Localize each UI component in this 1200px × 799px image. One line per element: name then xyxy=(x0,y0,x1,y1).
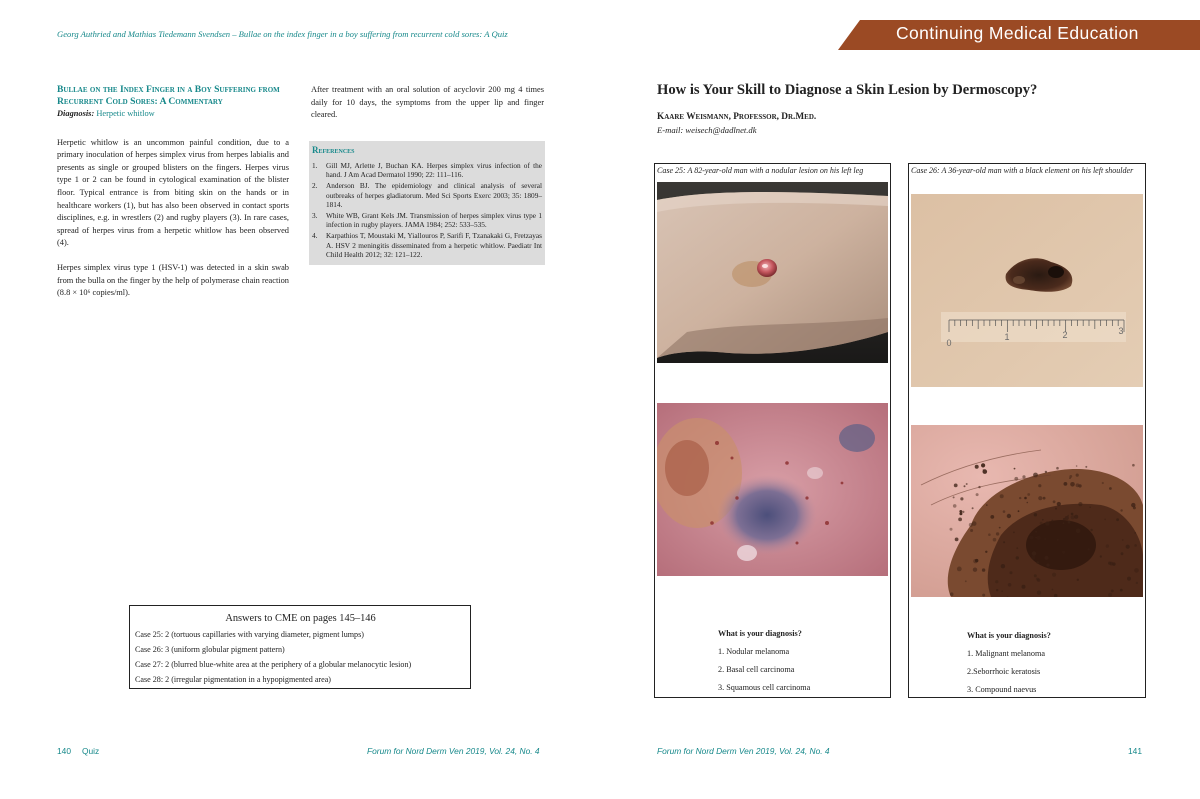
pigment-globule xyxy=(953,504,957,508)
pigment-globule xyxy=(1088,548,1090,550)
pigment-globule xyxy=(1000,494,1004,498)
body-paragraph-2: Herpes simplex virus type 1 (HSV-1) was detected in a skin swab from the bulla on the finger by the help of polymerase chain reaction (8.8 × 10⁶ copies/ml). xyxy=(57,262,289,298)
pigment-globule xyxy=(957,567,962,572)
pigment-globule xyxy=(1067,515,1069,517)
pigment-globule xyxy=(1027,493,1030,496)
body-paragraph-1: Herpetic whitlow is an uncommon painful condition, due to a primary inoculation of herpes simplex virus from herpes labialis and presents as single or grouped blisters on the fingers. Herpes virus type 1 or 2 can be found in cytological examination of the blister floor. Typical entrance is from biting skin on the hands or in healthcare workers (1), but has also been observed in contact sports disciplines, e.g. in wrestlers (2) and rugby players (3). In rare cases, spread of herpes virus from a herpetic whitlow has been observed (4). xyxy=(57,137,289,248)
pigment-globule xyxy=(1053,500,1056,503)
pigment-globule xyxy=(1120,509,1122,511)
pigment-globule xyxy=(1010,571,1013,574)
pigment-globule xyxy=(958,518,962,522)
pigment-globule xyxy=(1126,545,1130,549)
reference-text: Anderson BJ. The epidemiology and clinical analysis of several outbreaks of herpes gladiatorum. Med Sci Sports Exerc 2003; 35: 1809–1814. xyxy=(326,181,542,209)
diagnosis-label: Diagnosis: xyxy=(57,109,95,118)
reference-text: Gill MJ, Arlette J, Buchan KA. Herpes simplex virus infection of the hand. J Am Acad Dermatol 1990; 22: 111–116. xyxy=(326,161,542,180)
case-26-question: What is your diagnosis? xyxy=(967,631,1051,640)
pigment-globule xyxy=(1001,564,1005,568)
pigment-globule xyxy=(972,507,974,509)
pigment-globule xyxy=(1127,577,1131,581)
reference-number: 1. xyxy=(312,161,318,170)
reference-item xyxy=(312,181,542,209)
pigment-globule xyxy=(1008,583,1012,587)
pigment-globule xyxy=(1014,468,1016,470)
pigment-globule xyxy=(1131,503,1135,507)
pigment-globule xyxy=(1076,474,1079,477)
references-list xyxy=(312,161,542,259)
pigment-globule xyxy=(1043,497,1046,500)
pigment-globule xyxy=(950,528,953,531)
pigment-globule xyxy=(1068,521,1071,524)
answers-title: Answers to CME on pages 145–146 xyxy=(225,613,376,624)
pigment-globule xyxy=(985,551,987,553)
pigment-globule xyxy=(1044,538,1046,540)
footer-left-page-number: 140 xyxy=(57,746,71,756)
pigment-globule xyxy=(1102,482,1104,484)
case-25-option-1: 1. Nodular melanoma xyxy=(718,647,790,656)
case-26-quiz xyxy=(967,627,1051,699)
pigment-globule xyxy=(1003,510,1006,513)
pigment-globule xyxy=(959,510,962,513)
article-column-1 xyxy=(57,84,289,300)
pigment-globule xyxy=(1036,536,1040,540)
diagnosis-line xyxy=(57,108,289,121)
pigment-globule xyxy=(1121,552,1124,555)
pigment-globule xyxy=(1036,578,1039,581)
pigment-globule xyxy=(999,527,1001,529)
pigment-globule xyxy=(1106,544,1109,547)
ruler-label-1: 1 xyxy=(1004,332,1010,342)
pigment-globule xyxy=(1027,502,1029,504)
pigment-globule xyxy=(1031,556,1035,560)
cme-banner-text: Continuing Medical Education xyxy=(896,23,1139,43)
pigment-globule xyxy=(973,568,977,572)
case-26-dermoscopy-photo xyxy=(911,425,1143,597)
pigment-globule xyxy=(1063,522,1065,524)
pigment-globule xyxy=(1064,482,1068,486)
article-title xyxy=(57,84,289,108)
case-26-caption: Case 26: A 36-year-old man with a black element on his left shoulder xyxy=(911,166,1134,175)
pigment-globule xyxy=(1134,532,1136,534)
pigment-globule xyxy=(1108,593,1112,597)
reference-text: Karpathios T, Moustaki M, Yiallouros P, Sarifi F, Tzanakaki G, Fretzayas A. HSV 2 meningitis disseminated from a herpetic whitlow. Paediatr Int Child Health 2012; 32: 121–122. xyxy=(326,231,542,259)
pigment-globule xyxy=(976,493,979,496)
pigment-globule xyxy=(1077,579,1079,581)
pigment-globule xyxy=(1016,556,1019,559)
pigment-globule xyxy=(996,589,998,591)
case-25-leg-image xyxy=(657,182,888,363)
pigment-globule xyxy=(1052,589,1054,591)
pigment-globule xyxy=(969,523,973,527)
quiz-title: How is Your Skill to Diagnose a Skin Lesion by Dermoscopy? xyxy=(657,82,1038,98)
pigment-globule xyxy=(1046,563,1049,566)
pigment-globule xyxy=(1132,464,1135,467)
case-25-dermoscopy-image xyxy=(657,403,888,576)
pigment-globule xyxy=(1134,568,1139,573)
case-26-option-3: 3. Compound naevus xyxy=(967,685,1037,694)
footer-left-journal xyxy=(367,746,540,756)
answer-line: Case 25: 2 (tortuous capillaries with varying diameter, pigment lumps) xyxy=(135,630,364,639)
pigment-globule xyxy=(975,465,979,469)
ruler-label-3: 3 xyxy=(1118,326,1124,336)
pigment-globule xyxy=(960,497,963,500)
pigment-globule xyxy=(950,592,954,596)
case-25-clinical-photo xyxy=(657,182,888,363)
pigment-globule xyxy=(983,469,985,471)
pigment-globule xyxy=(955,538,959,542)
pigment-globule xyxy=(1085,466,1087,468)
pigment-globule xyxy=(1116,518,1119,521)
case-25-option-2: 2. Basal cell carcinoma xyxy=(718,665,795,674)
pigment-globule xyxy=(1035,537,1037,539)
pigment-globule xyxy=(1018,510,1020,512)
pigment-globule xyxy=(1111,590,1114,593)
treatment-paragraph: After treatment with an oral solution of acyclovir 200 mg 4 times daily for 10 days, the symptoms from the upper lip and finger cleared. xyxy=(311,85,544,120)
pigment-globule xyxy=(1076,483,1080,487)
pigment-globule xyxy=(1090,529,1092,531)
pigment-globule xyxy=(988,533,991,536)
pigment-globule xyxy=(1038,496,1042,500)
pigment-globule xyxy=(1057,539,1059,541)
reference-text: White WB, Grant Kels JM. Transmission of herpes simplex virus type 1 infection in rugby players. JAMA 1984; 252: 533–535. xyxy=(326,211,542,230)
case-25-question: What is your diagnosis? xyxy=(718,629,802,638)
author-line: Kaare Weismann, Professor, Dr.Med. xyxy=(657,112,817,122)
reference-item xyxy=(312,211,542,229)
footer-right-journal xyxy=(657,746,830,756)
pigment-globule xyxy=(954,484,958,488)
pigment-globule xyxy=(982,568,985,571)
pigment-globule xyxy=(1016,547,1018,549)
footer-right-page-number: 141 xyxy=(1128,746,1142,756)
ruler-label-0: 0 xyxy=(946,338,952,348)
pigment-globule xyxy=(982,594,985,597)
case-26-option-1: 1. Malignant melanoma xyxy=(967,649,1045,658)
pigment-globule xyxy=(1032,551,1037,556)
pigment-globule xyxy=(1024,497,1027,500)
pigment-globule xyxy=(965,580,967,582)
references-box xyxy=(309,141,545,265)
pigment-globule xyxy=(1122,539,1124,541)
pigment-globule xyxy=(1070,482,1075,487)
pigment-globule xyxy=(1120,589,1123,592)
pigment-globule xyxy=(1071,515,1075,519)
pigment-globule xyxy=(1104,519,1106,521)
pigment-globule xyxy=(966,483,968,485)
case-26-clinical-photo xyxy=(911,194,1143,387)
pigment-globule xyxy=(1051,520,1053,522)
reference-number: 2. xyxy=(312,181,318,191)
pigment-globule xyxy=(1042,519,1044,521)
pigment-globule xyxy=(1056,467,1059,470)
pigment-globule xyxy=(970,529,973,532)
answer-line: Case 27: 2 (blurred blue-white area at the periphery of a globular melanocytic lesion) xyxy=(135,660,412,669)
running-header-left: Georg Authried and Mathias Tiedemann Svendsen – Bullae on the index finger in a boy suffering from recurrent cold sores: A Quiz xyxy=(57,29,508,39)
pigment-globule xyxy=(953,496,955,498)
pigment-globule xyxy=(1089,506,1091,508)
author-email: E-mail: weisech@dadlnet.dk xyxy=(657,125,757,135)
reference-item xyxy=(312,231,542,259)
diagnosis-value: Herpetic whitlow xyxy=(96,109,155,118)
pigment-globule xyxy=(1078,502,1082,506)
pigment-globule xyxy=(1034,513,1037,516)
case-25-caption: Case 25: A 82-year-old man with a nodular lesion on his left leg xyxy=(657,166,864,175)
pigment-globule xyxy=(1109,487,1112,490)
answer-line: Case 26: 3 (uniform globular pigment pattern) xyxy=(135,645,285,654)
case-25-dermoscopy-photo xyxy=(657,403,888,576)
pigment-globule xyxy=(993,538,997,542)
pigment-globule xyxy=(1062,551,1065,554)
pigment-globule xyxy=(1001,590,1003,592)
reference-number: 3. xyxy=(312,211,318,221)
pigment-globule xyxy=(1035,531,1037,533)
case-26-shoulder-image xyxy=(911,194,1143,387)
pigment-globule xyxy=(1057,502,1061,506)
pigment-globule xyxy=(1076,529,1081,534)
pigment-globule xyxy=(1007,514,1011,518)
pigment-globule xyxy=(1076,465,1078,467)
pigment-globule xyxy=(1045,521,1049,525)
pigment-globule xyxy=(1074,515,1078,519)
pigment-globule xyxy=(1003,541,1005,543)
pigment-globule xyxy=(1044,556,1048,560)
case-26-dermoscopy-image xyxy=(911,425,1143,597)
pigment-globule xyxy=(1022,475,1025,478)
pigment-globule xyxy=(1110,562,1114,566)
reference-number: 4. xyxy=(312,231,318,241)
footer-left-section: Quiz xyxy=(82,746,100,756)
case-25-option-3: 3. Squamous cell carcinoma xyxy=(718,683,811,692)
pigment-globule xyxy=(1040,522,1043,525)
pigment-globule xyxy=(964,485,966,487)
article-title-line2: Recurrent Cold Sores: A Commentary xyxy=(57,96,223,107)
pigment-globule xyxy=(1100,555,1102,557)
ruler-label-2: 2 xyxy=(1062,330,1068,340)
pigment-globule xyxy=(1052,573,1056,577)
references-title: References xyxy=(312,145,355,155)
case-25-quiz xyxy=(718,625,810,697)
pigment-globule xyxy=(1022,585,1026,589)
pigment-globule xyxy=(1055,508,1057,510)
pigment-globule xyxy=(1030,536,1034,540)
footer-left-journal-text: Forum for Nord Derm Ven 2019, Vol. 24, No. 4 xyxy=(367,746,540,756)
pigment-globule xyxy=(1036,561,1039,564)
pigment-globule xyxy=(1019,497,1021,499)
reference-item xyxy=(312,161,542,179)
pigment-globule xyxy=(996,532,999,535)
footer-right-journal-text: Forum for Nord Derm Ven 2019, Vol. 24, No. 4 xyxy=(657,746,830,756)
pigment-globule xyxy=(962,511,964,513)
pigment-globule xyxy=(990,515,994,519)
pigment-globule xyxy=(1013,532,1015,534)
pigment-globule xyxy=(995,580,998,583)
article-column-2 xyxy=(311,84,544,122)
pigment-globule xyxy=(981,463,985,467)
answers-box xyxy=(129,605,471,689)
pigment-globule xyxy=(1038,484,1041,487)
pigment-globule xyxy=(1034,574,1037,577)
case-26-option-2: 2.Seborrhoic keratosis xyxy=(967,667,1041,676)
pigment-globule xyxy=(1069,477,1071,479)
pigment-globule xyxy=(1037,591,1041,595)
pigment-globule xyxy=(975,559,978,562)
pigment-globule xyxy=(986,504,988,506)
pigment-globule xyxy=(1071,513,1074,516)
article-title-line1: Bullae on the Index Finger in a Boy Suffering from xyxy=(57,84,280,95)
answer-line: Case 28: 2 (irregular pigmentation in a hypopigmented area) xyxy=(135,675,331,684)
pigment-globule xyxy=(1134,544,1137,547)
pigment-globule xyxy=(1045,471,1047,473)
pigment-globule xyxy=(1136,582,1138,584)
